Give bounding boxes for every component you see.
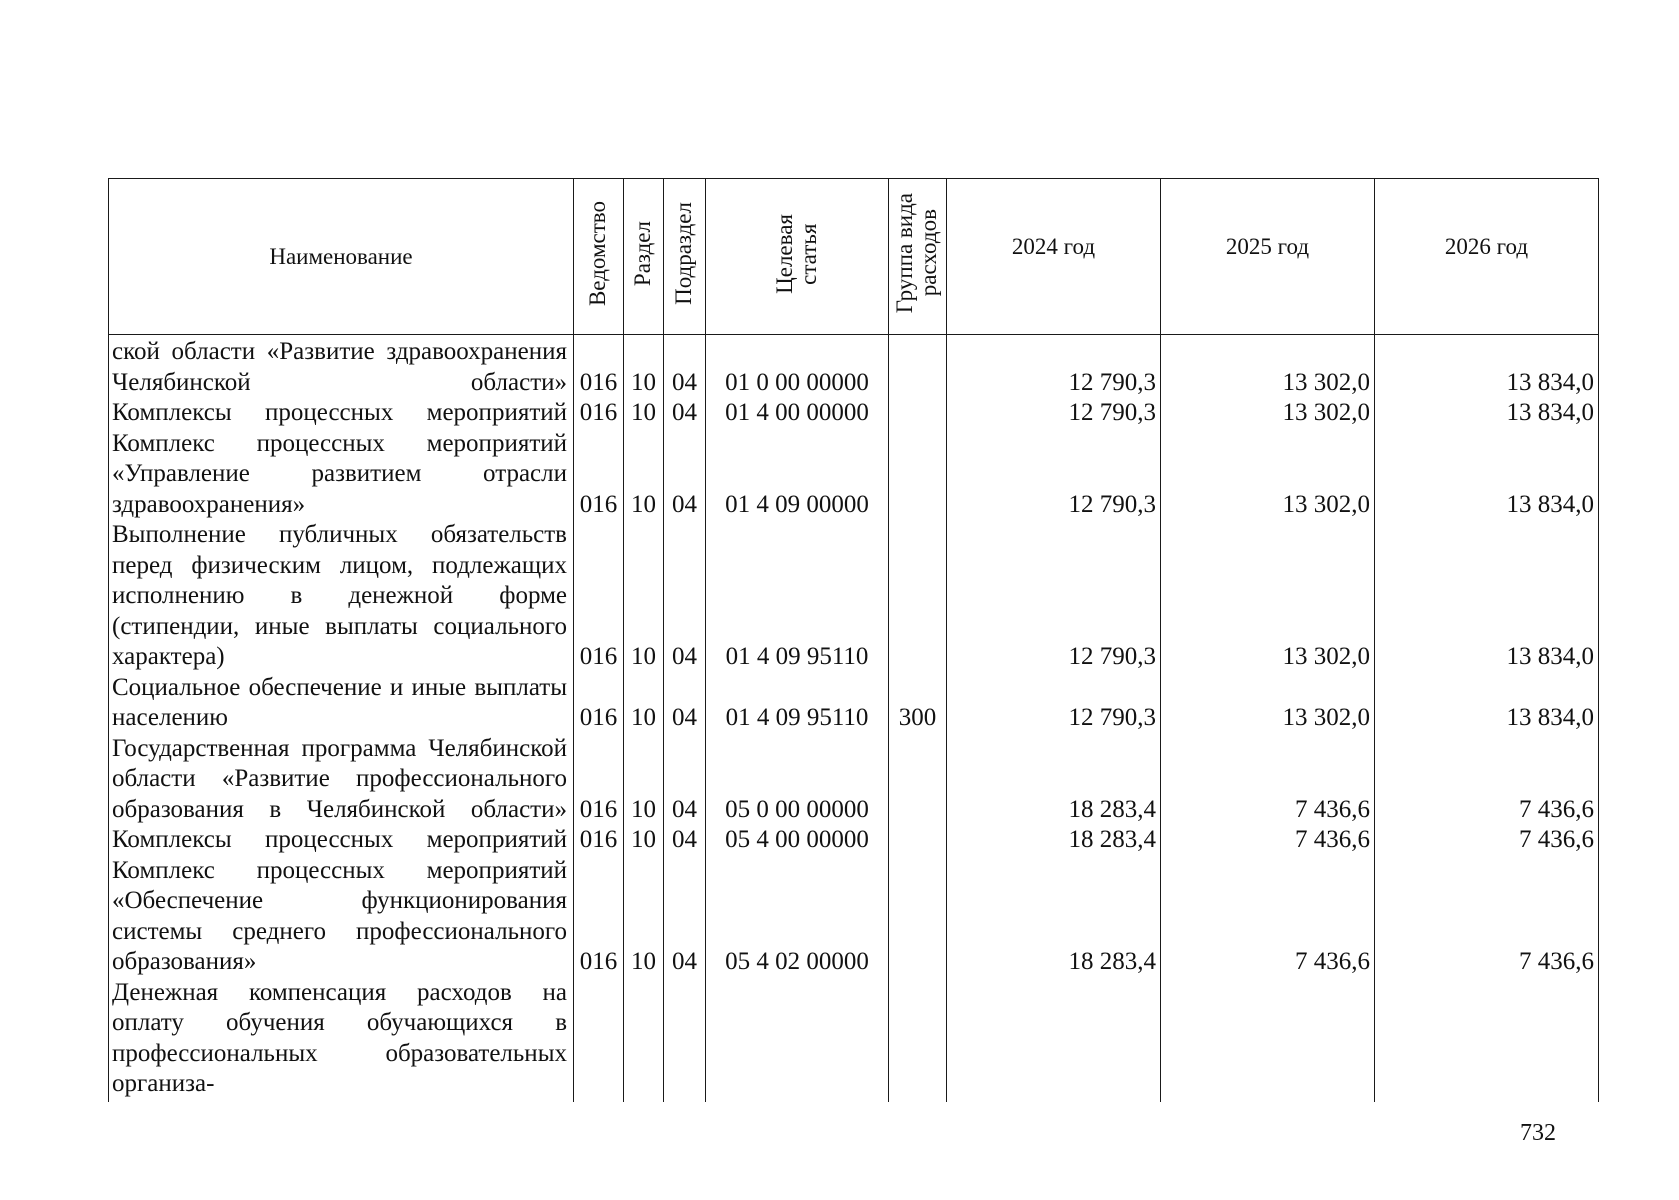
cell-podrazdel: 04 [664,673,706,734]
header-year-2026: 2026 год [1375,179,1599,335]
cell-year-2024 [947,978,1161,1102]
cell-podrazdel: 04 [664,398,706,429]
cell-year-2026: 7 436,6 [1375,734,1599,826]
cell-razdel: 10 [624,429,664,521]
cell-year-2026: 7 436,6 [1375,856,1599,978]
cell-razdel: 10 [624,673,664,734]
table-row [109,429,1599,521]
cell-year-2024: 12 790,3 [947,520,1161,673]
cell-vedomstvo: 016 [574,429,624,521]
table-row [109,520,1599,673]
cell-year-2025: 13 302,0 [1161,398,1375,429]
cell-name: Социальное обеспечение и иные выплаты населению [109,673,574,734]
table-body [109,335,1599,1102]
table-row [109,978,1599,1102]
cell-year-2024: 18 283,4 [947,825,1161,856]
cell-gruppa [889,734,947,826]
cell-razdel: 10 [624,856,664,978]
cell-podrazdel: 04 [664,825,706,856]
cell-razdel [624,978,664,1102]
cell-year-2025: 13 302,0 [1161,429,1375,521]
cell-vedomstvo: 016 [574,825,624,856]
header-gruppa-vida-rashodov: Группа вида расходов [889,179,947,335]
table-row [109,398,1599,429]
cell-podrazdel: 04 [664,734,706,826]
cell-year-2025: 7 436,6 [1161,734,1375,826]
cell-podrazdel: 04 [664,429,706,521]
cell-year-2025: 13 302,0 [1161,335,1375,399]
table-row [109,335,1599,399]
cell-year-2025: 7 436,6 [1161,856,1375,978]
cell-celevaya-statya: 01 4 00 00000 [706,398,889,429]
cell-vedomstvo: 016 [574,335,624,399]
cell-year-2025: 13 302,0 [1161,673,1375,734]
cell-year-2026: 13 834,0 [1375,398,1599,429]
cell-gruppa [889,856,947,978]
budget-table [108,178,1599,1102]
table-row [109,856,1599,978]
cell-razdel: 10 [624,520,664,673]
cell-celevaya-statya: 05 0 00 00000 [706,734,889,826]
cell-year-2024: 12 790,3 [947,673,1161,734]
header-year-2024: 2024 год [947,179,1161,335]
cell-gruppa [889,978,947,1102]
cell-year-2025: 13 302,0 [1161,520,1375,673]
cell-podrazdel [664,978,706,1102]
cell-name: Выполнение публичных обязательств перед физическим лицом, подлежащих исполнению в денежной форме (стипендии, иные выплаты социального характера) [109,520,574,673]
cell-vedomstvo: 016 [574,856,624,978]
cell-year-2026: 13 834,0 [1375,673,1599,734]
cell-vedomstvo: 016 [574,734,624,826]
cell-name: ской области «Развитие здравоохранения Челябинской области» [109,335,574,399]
cell-year-2026 [1375,978,1599,1102]
cell-celevaya-statya: 01 0 00 00000 [706,335,889,399]
page-number: 732 [1520,1120,1556,1146]
cell-razdel: 10 [624,825,664,856]
cell-year-2025 [1161,978,1375,1102]
cell-name: Комплекс процессных мероприятий «Обеспечение функционирования системы среднего профессионального образования» [109,856,574,978]
cell-celevaya-statya [706,978,889,1102]
cell-year-2024: 18 283,4 [947,734,1161,826]
cell-year-2024: 12 790,3 [947,398,1161,429]
cell-razdel: 10 [624,398,664,429]
table-header [109,179,1599,335]
cell-gruppa [889,335,947,399]
table-row [109,734,1599,826]
cell-celevaya-statya: 01 4 09 95110 [706,520,889,673]
header-year-2025: 2025 год [1161,179,1375,335]
cell-celevaya-statya: 05 4 02 00000 [706,856,889,978]
cell-name: Денежная компенсация расходов на оплату обучения обучающихся в профессиональных образовательных организа- [109,978,574,1102]
cell-gruppa: 300 [889,673,947,734]
cell-year-2026: 7 436,6 [1375,825,1599,856]
cell-gruppa [889,429,947,521]
cell-celevaya-statya: 01 4 09 00000 [706,429,889,521]
cell-year-2025: 7 436,6 [1161,825,1375,856]
cell-vedomstvo: 016 [574,520,624,673]
cell-podrazdel: 04 [664,520,706,673]
header-vedomstvo: Ведомство [574,179,624,335]
cell-podrazdel: 04 [664,856,706,978]
cell-year-2024: 12 790,3 [947,335,1161,399]
cell-vedomstvo: 016 [574,398,624,429]
cell-razdel: 10 [624,335,664,399]
cell-year-2024: 12 790,3 [947,429,1161,521]
cell-gruppa [889,825,947,856]
cell-name: Комплексы процессных мероприятий [109,398,574,429]
table-row [109,825,1599,856]
cell-razdel: 10 [624,734,664,826]
cell-name: Комплексы процессных мероприятий [109,825,574,856]
cell-celevaya-statya: 01 4 09 95110 [706,673,889,734]
cell-name: Комплекс процессных мероприятий «Управление развитием отрасли здравоохранения» [109,429,574,521]
cell-gruppa [889,398,947,429]
cell-name: Государственная программа Челябинской области «Развитие профессионального образования в Челябинской области» [109,734,574,826]
header-name: Наименование [109,179,574,335]
header-celevaya-statya: Целевая статья [706,179,889,335]
cell-year-2026: 13 834,0 [1375,335,1599,399]
cell-vedomstvo: 016 [574,673,624,734]
cell-year-2026: 13 834,0 [1375,429,1599,521]
cell-gruppa [889,520,947,673]
header-podrazdel: Подраздел [664,179,706,335]
table-row [109,673,1599,734]
cell-year-2024: 18 283,4 [947,856,1161,978]
cell-podrazdel: 04 [664,335,706,399]
cell-year-2026: 13 834,0 [1375,520,1599,673]
cell-vedomstvo [574,978,624,1102]
cell-celevaya-statya: 05 4 00 00000 [706,825,889,856]
header-razdel: Раздел [624,179,664,335]
